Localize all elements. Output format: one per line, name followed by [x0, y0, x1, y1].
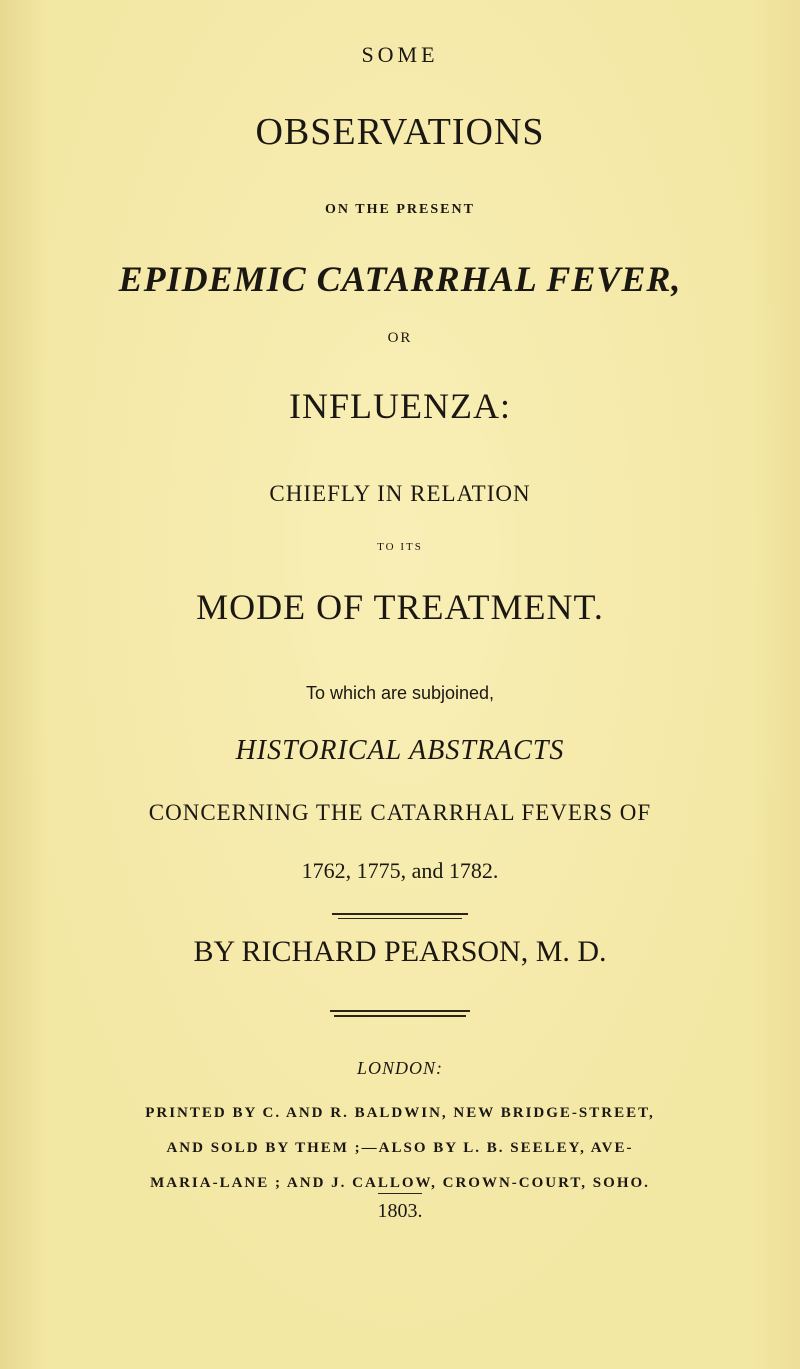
author-line: BY RICHARD PEARSON, M. D. [193, 935, 607, 968]
divider-rule [330, 1010, 470, 1012]
years-line: 1762, 1775, and 1782. [301, 858, 499, 883]
historical-abstracts: HISTORICAL ABSTRACTS [235, 735, 565, 766]
imprint-line: PRINTED BY C. AND R. BALDWIN, NEW BRIDGE-STREET, [145, 1105, 655, 1121]
publication-date: 1803. [377, 1200, 423, 1222]
title-influenza: INFLUENZA: [289, 386, 511, 426]
subtitle-to-its: TO ITS [377, 541, 423, 553]
subtitle-mode: MODE OF TREATMENT. [196, 587, 604, 627]
divider-rule [338, 918, 462, 919]
concerning-line: CONCERNING THE CATARRHAL FEVERS OF [148, 800, 652, 825]
subtitle-chiefly: CHIEFLY IN RELATION [269, 481, 531, 506]
title-on-the-present: ON THE PRESENT [325, 202, 475, 217]
title-or: OR [387, 330, 413, 346]
title-epidemic: EPIDEMIC CATARRHAL FEVER, [118, 259, 682, 299]
imprint-place: LONDON: [356, 1058, 443, 1078]
divider-rule [378, 1193, 422, 1194]
divider-rule [332, 913, 468, 915]
imprint-line: MARIA-LANE ; AND J. CALLOW, CROWN-COURT, SOHO. [150, 1175, 650, 1191]
title-observations: OBSERVATIONS [255, 111, 545, 153]
imprint-line: AND SOLD BY THEM ;—ALSO BY L. B. SEELEY, AVE- [166, 1140, 634, 1156]
imprint-block [0, 1096, 800, 1201]
title-some: SOME [361, 42, 439, 67]
divider-rule [334, 1015, 466, 1017]
subjoined-note: To which are subjoined, [305, 683, 495, 703]
